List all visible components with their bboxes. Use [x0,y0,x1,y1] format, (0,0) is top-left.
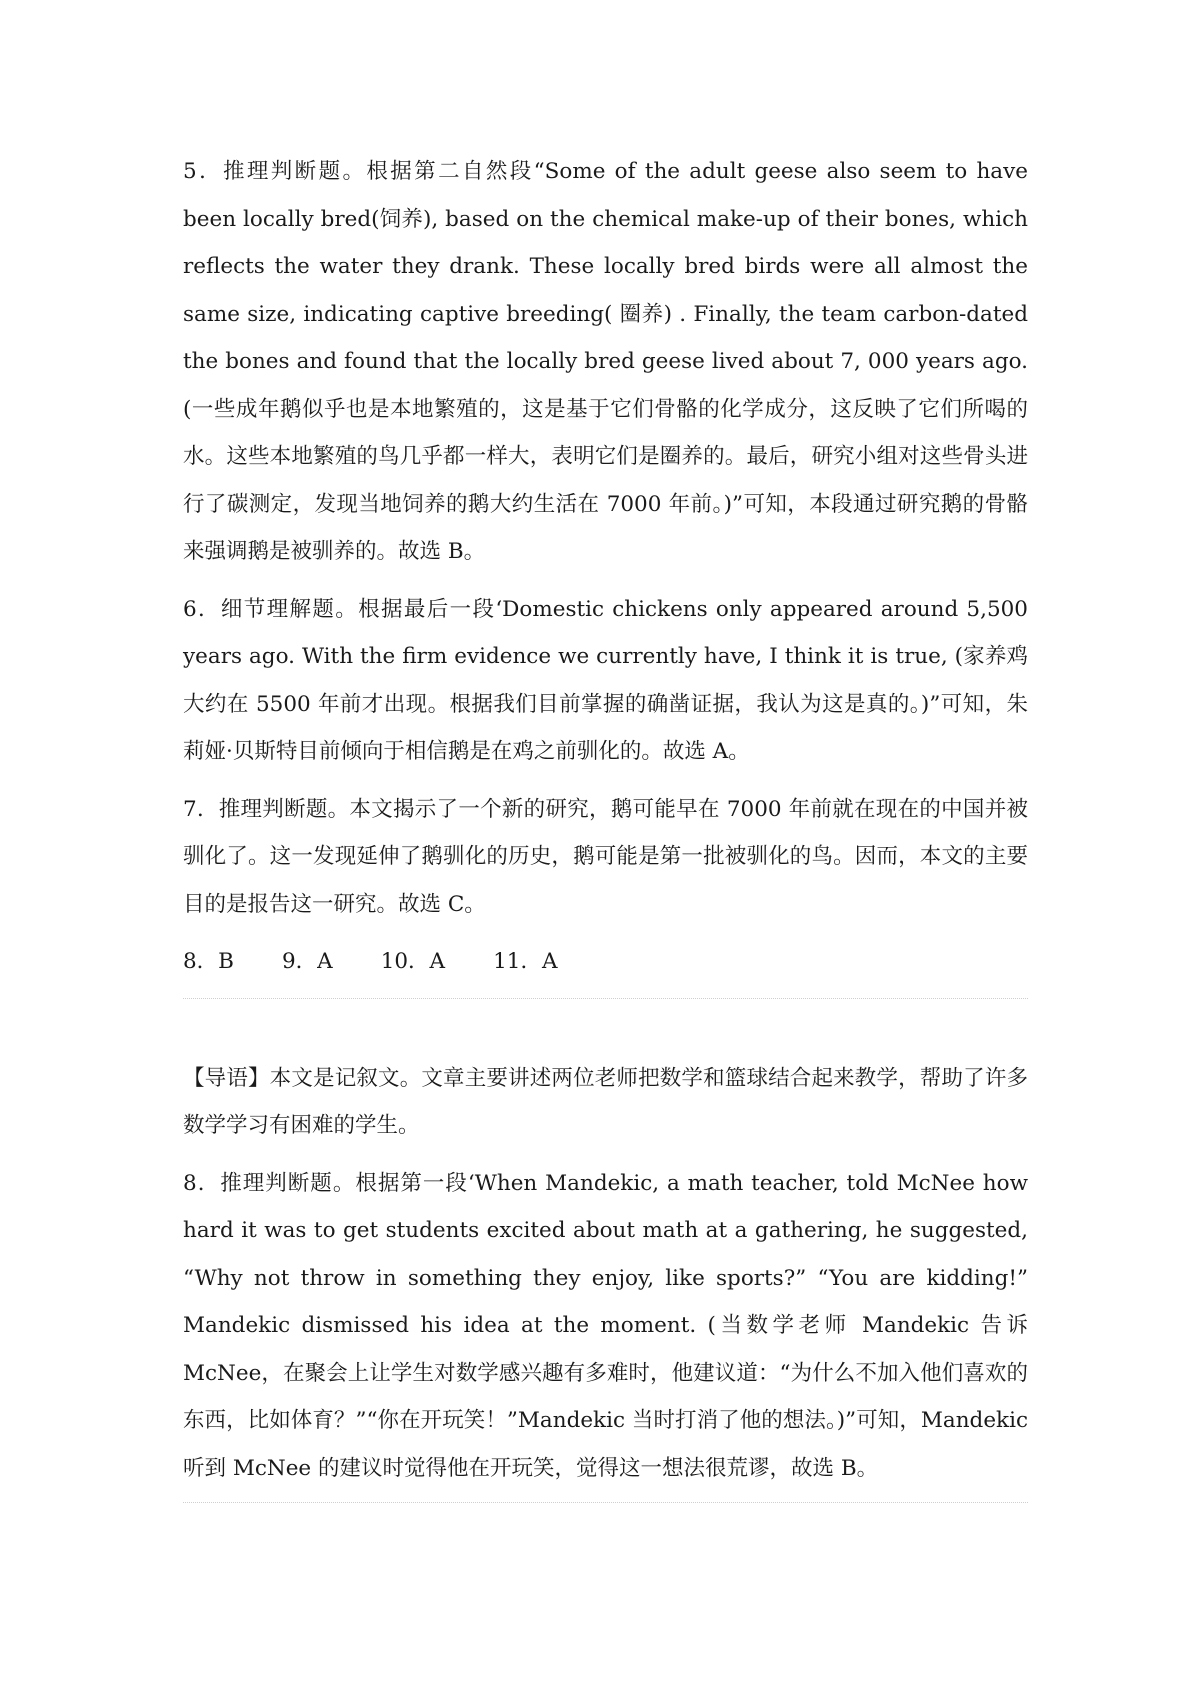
answer-key-item: 11．A [493,949,558,974]
answer-key-item: 9．A [281,949,333,974]
explanation-q6: 6．细节理解题。根据最后一段‘Domestic chickens only appeared around 5,500 years ago. With the firm evidence we currently have, I think it is true, (家养鸡大约在 5500 年前才出现。根据我们目前掌握的确凿证据，我认为这是真的。)”可知，朱莉娅·贝斯特目前倾向于相信鹅是在鸡之前驯化的。故选 A。 [183,596,1028,764]
answer-key-item: 8．B [183,949,234,974]
section-divider [183,1502,1028,1503]
answer-key-row [183,938,1028,986]
section-divider [183,998,1028,999]
passage-intro: 【导语】本文是记叙文。文章主要讲述两位老师把数学和篮球结合起来教学，帮助了许多数学学习有困难的学生。 [183,1065,1028,1138]
answer-key-item: 10．A [380,949,446,974]
explanation-q8: 8．推理判断题。根据第一段‘When Mandekic, a math teacher, told McNee how hard it was to get students excited about math at a gathering, he suggested, “Why not throw in something they enjoy, like sports?” “You are kidding!” Mandekic dismissed his idea at the moment. (当数学老师 Mandekic 告诉 McNee，在聚会上让学生对数学感兴趣有多难时，他建议道：“为什么不加入他们喜欢的东西，比如体育？”“你在开玩笑！”Mandekic 当时打消了他的想法。)”可知，Mandekic 听到 McNee 的建议时觉得他在开玩笑，觉得这一想法很荒谬，故选 B。 [183,1170,1028,1481]
explanation-q5: 5．推理判断题。根据第二自然段“Some of the adult geese also seem to have been locally bred(饲养), based on the chemical make-up of their bones, which reflects the water they drank. These locally bred birds were all almost the same size, indicating captive breeding( 圈养) . Finally, the team carbon-dated the bones and found that the locally bred geese lived about 7, 000 years ago. (一些成年鹅似乎也是本地繁殖的，这是基于它们骨骼的化学成分，这反映了它们所喝的水。这些本地繁殖的鸟几乎都一样大，表明它们是圈养的。最后，研究小组对这些骨头进行了碳测定，发现当地饲养的鹅大约生活在 7000 年前。)”可知，本段通过研究鹅的骨骼来强调鹅是被驯养的。故选 B。 [183,159,1028,564]
document-page [183,148,1028,1503]
explanation-q7: 7．推理判断题。本文揭示了一个新的研究，鹅可能早在 7000 年前就在现在的中国并被驯化了。这一发现延伸了鹅驯化的历史，鹅可能是第一批被驯化的鸟。因而，本文的主要目的是报告这一研究。故选 C。 [183,796,1028,917]
